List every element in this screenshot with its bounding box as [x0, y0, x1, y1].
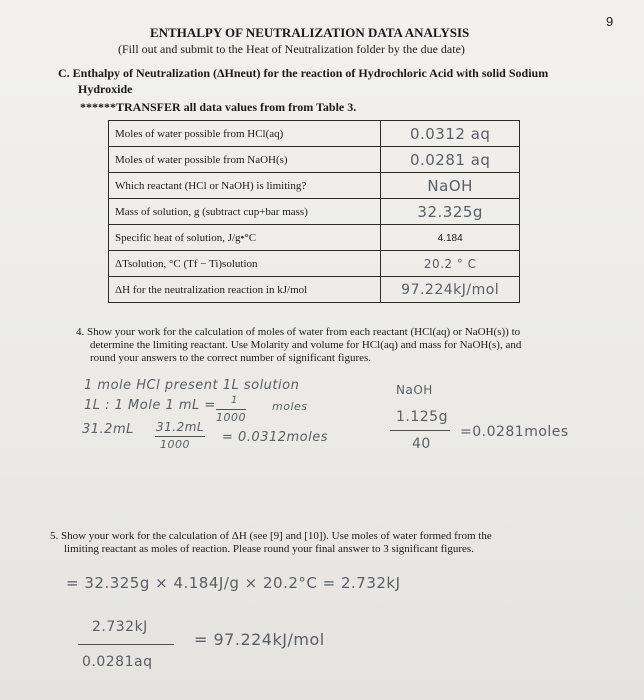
row-label: Moles of water possible from NaOH(s) [109, 147, 381, 173]
dh-result: = 97.224kJ/mol [194, 630, 325, 649]
hcl-frac2-numerator: 31.2mL [156, 420, 205, 434]
table-row [109, 277, 520, 303]
hcl-volume: 31.2mL [82, 422, 134, 437]
dh-frac-numerator: 2.732kJ [92, 619, 148, 635]
row-label: Mass of solution, g (subtract cup+bar mass) [109, 199, 381, 225]
table-row [109, 251, 520, 277]
handwritten-value: NaOH [427, 176, 473, 195]
fraction-bar [78, 644, 174, 645]
hcl-frac-denominator: 1000 [216, 411, 246, 424]
row-value[interactable] [381, 199, 520, 225]
question-4-line3: round your answers to the correct number of significant figures. [90, 352, 372, 364]
hcl-result: = 0.0312moles [222, 430, 329, 445]
handwritten-value: 0.0312 aq [409, 124, 491, 143]
question-4-line2: determine the limiting reactant. Use Molarity and volume for HCl(aq) and mass for NaOH(s), and [90, 339, 522, 351]
page-title: ENTHALPY OF NEUTRALIZATION DATA ANALYSIS [150, 25, 470, 40]
question-4 [76, 326, 521, 365]
fraction-bar [155, 436, 205, 437]
row-label: Which reactant (HCl or NaOH) is limiting? [109, 173, 381, 199]
hcl-frac-unit: moles [272, 400, 308, 413]
row-label: ΔTsolution, °C (Tf − Ti)solution [109, 251, 381, 277]
question-5-line1: 5. Show your work for the calculation of ΔH (see [9] and [10]). Use moles of water formed from the [50, 530, 492, 542]
handwritten-value: 32.325g [417, 202, 483, 221]
dh-equation: = 32.325g × 4.184J/g × 20.2°C = 2.732kJ [66, 574, 401, 592]
row-value[interactable] [381, 147, 520, 173]
handwritten-value: 0.0281 aq [409, 150, 491, 169]
data-table [108, 120, 520, 303]
table-row [109, 121, 520, 147]
table-row [109, 199, 520, 225]
table-row [109, 173, 520, 199]
row-value[interactable] [381, 225, 520, 251]
naoh-result: =0.0281moles [460, 424, 569, 440]
question-5-line2: limiting reactant as moles of reaction. Please round your final answer to 3 significant figures. [64, 543, 474, 555]
table-row [109, 225, 520, 251]
question-5 [50, 530, 492, 556]
handwritten-value: 97.224kJ/mol [401, 281, 500, 298]
hcl-frac-numerator: 1 [231, 395, 238, 406]
naoh-numerator: 1.125g [396, 409, 448, 425]
row-value[interactable] [381, 251, 520, 277]
transfer-note: ******TRANSFER all data values from from Table 3. [80, 100, 357, 114]
row-value[interactable] [381, 277, 520, 303]
hcl-work-line2: 1L : 1 Mole 1 mL = [84, 398, 216, 413]
fraction-bar [216, 409, 246, 410]
page-number: 9 [606, 14, 614, 29]
naoh-denominator: 40 [412, 436, 431, 452]
handwritten-value: 20.2 ° C [423, 256, 477, 271]
fraction-bar [390, 430, 450, 431]
row-label: Moles of water possible from HCl(aq) [109, 121, 381, 147]
row-label: ΔH for the neutralization reaction in kJ/mol [109, 277, 381, 303]
row-value[interactable] [381, 121, 520, 147]
dh-frac-denominator: 0.0281aq [82, 654, 153, 670]
question-4-line1: 4. Show your work for the calculation of moles of water from each reactant (HCl(aq) or NaOH(s)) to [76, 326, 521, 338]
naoh-label: NaOH [396, 383, 433, 397]
row-label: Specific heat of solution, J/g•°C [109, 225, 381, 251]
hcl-frac2-denominator: 1000 [160, 438, 190, 451]
section-heading: C. Enthalpy of Neutralization (ΔHneut) for the reaction of Hydrochloric Acid with solid Sodium [58, 66, 549, 80]
table-row [109, 147, 520, 173]
printed-value: 4.184 [437, 232, 463, 244]
section-heading-cont: Hydroxide [78, 82, 133, 96]
page-subtitle: (Fill out and submit to the Heat of Neutralization folder by the due date) [118, 42, 465, 56]
hcl-work-line1: 1 mole HCl present 1L solution [84, 378, 300, 393]
row-value[interactable] [381, 173, 520, 199]
